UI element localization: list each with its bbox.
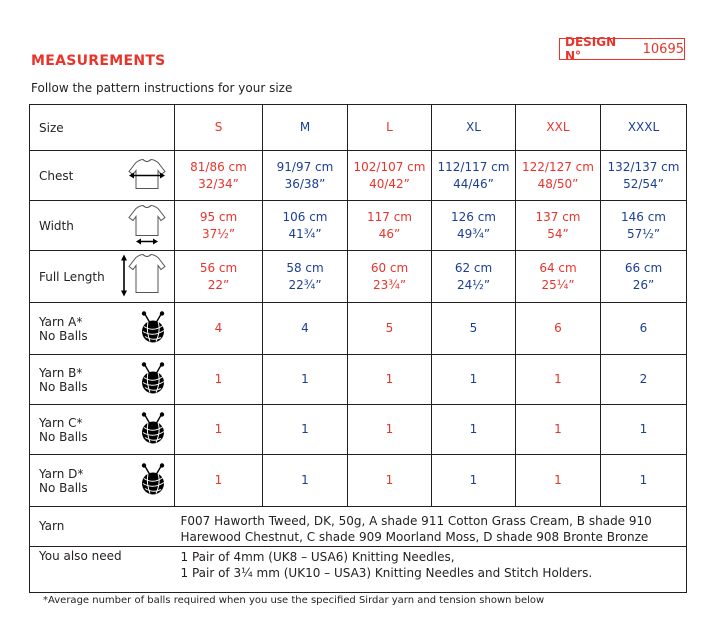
row-label-line-2: No Balls xyxy=(39,480,88,495)
yarn-ball-icon xyxy=(138,411,168,448)
size-header: XL xyxy=(432,105,516,151)
cell-value-imperial: 41¾” xyxy=(288,226,322,241)
size-cell xyxy=(601,303,687,355)
row-label-line-2: No Balls xyxy=(39,429,88,444)
size-cell xyxy=(263,151,348,201)
yarn-label: Yarn xyxy=(30,507,175,547)
size-header: S xyxy=(175,105,263,151)
cell-value-imperial: 46” xyxy=(378,226,401,241)
cell-value-imperial: 57½” xyxy=(626,226,661,241)
row-label-line-1: Yarn A* xyxy=(39,314,83,329)
cell-value: 66 cm xyxy=(624,260,663,275)
size-cell xyxy=(175,355,263,405)
cell-value: 112/117 cm xyxy=(437,159,510,174)
row-label-line-1: Width xyxy=(39,218,74,233)
row-label-line-1: Yarn C* xyxy=(39,415,83,430)
measurements-table xyxy=(29,104,687,593)
row-label xyxy=(30,405,175,455)
cell-value: 1 xyxy=(301,473,309,487)
cell-value: 1 xyxy=(554,372,562,386)
size-cell xyxy=(516,455,601,507)
yarn-ball-icon xyxy=(138,462,168,499)
size-row xyxy=(30,105,687,151)
size-cell xyxy=(432,303,516,355)
size-cell xyxy=(175,201,263,251)
cell-value: 60 cm xyxy=(370,260,409,275)
row-label xyxy=(30,455,175,507)
row-label-line-2: No Balls xyxy=(39,328,88,343)
cell-value: 1 xyxy=(469,372,478,386)
size-cell xyxy=(263,303,348,355)
cell-value-imperial: 22” xyxy=(207,277,230,292)
cell-value: 6 xyxy=(639,321,648,335)
size-label: Size xyxy=(30,105,175,151)
cell-value: 58 cm xyxy=(286,260,324,275)
cell-value: 1 xyxy=(639,473,648,487)
cell-value: 1 xyxy=(554,422,562,436)
cell-value: 4 xyxy=(214,321,223,335)
row-label-line-1: Yarn B* xyxy=(39,365,83,380)
cell-value: 1 xyxy=(301,372,309,386)
size-cell xyxy=(348,251,432,303)
cell-value: 126 cm xyxy=(450,209,496,224)
cell-value: 132/137 cm xyxy=(607,159,680,174)
cell-value-imperial: 32/34” xyxy=(198,176,239,191)
cell-value-imperial: 22¾” xyxy=(288,277,322,292)
cell-value: 5 xyxy=(469,321,478,335)
measurement-row xyxy=(30,201,687,251)
size-cell xyxy=(516,405,601,455)
size-cell xyxy=(601,251,687,303)
cell-value-imperial: 26” xyxy=(632,277,655,292)
needs-row xyxy=(30,547,687,593)
row-label-line-1: Chest xyxy=(39,168,74,183)
intro-text: Follow the pattern instructions for your size xyxy=(31,81,293,95)
cell-value-imperial: 23¾” xyxy=(372,277,407,292)
yarn-line-2: Harewood Chestnut, C shade 909 Moorland Moss, D shade 908 Bronte Bronze xyxy=(180,530,649,544)
design-label: DESIGN N° xyxy=(565,35,617,63)
size-cell xyxy=(263,201,348,251)
size-cell xyxy=(432,201,516,251)
size-cell xyxy=(432,251,516,303)
size-cell xyxy=(601,151,687,201)
cell-value: 1 xyxy=(554,473,562,487)
size-cell xyxy=(348,455,432,507)
cell-value: 91/97 cm xyxy=(276,159,334,174)
row-label-line-2: No Balls xyxy=(39,379,88,394)
size-cell xyxy=(432,355,516,405)
cell-value: 1 xyxy=(385,372,394,386)
cell-value: 102/107 cm xyxy=(353,159,426,174)
cell-value: 6 xyxy=(554,321,562,335)
row-label-line-1: Full Length xyxy=(39,269,105,284)
needs-line-2: 1 Pair of 3¼ mm (UK10 – USA3) Knitting Needles and Stitch Holders. xyxy=(180,566,593,580)
size-cell xyxy=(516,251,601,303)
cell-value-imperial: 24½” xyxy=(456,277,491,292)
size-cell xyxy=(175,151,263,201)
size-cell xyxy=(175,251,263,303)
size-cell xyxy=(432,151,516,201)
cell-value: 1 xyxy=(214,372,223,386)
cell-value: 146 cm xyxy=(620,209,666,224)
cell-value: 1 xyxy=(301,422,309,436)
measurement-row xyxy=(30,303,687,355)
size-cell xyxy=(263,455,348,507)
yarn-line-1: F007 Haworth Tweed, DK, 50g, A shade 911 Cotton Grass Cream, B shade 910 xyxy=(180,514,652,528)
cell-value: 137 cm xyxy=(535,209,581,224)
size-cell xyxy=(432,455,516,507)
chest-measurement-icon xyxy=(126,157,168,194)
yarn-description xyxy=(175,507,687,547)
cell-value: 4 xyxy=(301,321,309,335)
size-cell xyxy=(516,303,601,355)
measurement-row xyxy=(30,355,687,405)
yarn-ball-icon xyxy=(138,361,168,398)
measurement-row xyxy=(30,455,687,507)
cell-value-imperial: 40/42” xyxy=(369,176,410,191)
row-label xyxy=(30,303,175,355)
cell-value: 64 cm xyxy=(539,260,577,275)
cell-value: 95 cm xyxy=(199,209,238,224)
size-header: XXL xyxy=(516,105,601,151)
cell-value: 1 xyxy=(469,473,478,487)
cell-value-imperial: 44/46” xyxy=(453,176,494,191)
width-measurement-icon xyxy=(126,203,168,248)
cell-value-imperial: 37½” xyxy=(201,226,236,241)
cell-value: 1 xyxy=(469,422,478,436)
measurement-row xyxy=(30,151,687,201)
cell-value: 1 xyxy=(639,422,648,436)
size-cell xyxy=(516,201,601,251)
row-label-line-1: Yarn D* xyxy=(39,466,84,481)
row-label xyxy=(30,355,175,405)
size-cell xyxy=(601,355,687,405)
cell-value: 1 xyxy=(385,422,394,436)
cell-value: 62 cm xyxy=(454,260,493,275)
yarn-ball-icon xyxy=(138,310,168,347)
needs-line-1: 1 Pair of 4mm (UK8 – USA6) Knitting Needles, xyxy=(180,550,455,564)
size-header: L xyxy=(348,105,432,151)
needs-label: You also need xyxy=(30,547,175,593)
design-number: 10695 xyxy=(642,41,684,57)
size-cell xyxy=(175,405,263,455)
size-header: M xyxy=(263,105,348,151)
size-cell xyxy=(348,405,432,455)
cell-value-imperial: 36/38” xyxy=(284,176,326,191)
size-cell xyxy=(601,455,687,507)
row-label xyxy=(30,151,175,201)
design-number-box xyxy=(559,35,685,63)
size-header: XXXL xyxy=(601,105,687,151)
size-cell xyxy=(348,303,432,355)
size-cell xyxy=(348,151,432,201)
cell-value-imperial: 49¾” xyxy=(456,226,491,241)
footnote: *Average number of balls required when you use the specified Sirdar yarn and tension shown below xyxy=(43,595,545,606)
size-cell xyxy=(175,455,263,507)
measurement-row xyxy=(30,405,687,455)
yarn-row xyxy=(30,507,687,547)
cell-value-imperial: 48/50” xyxy=(537,176,579,191)
size-cell xyxy=(263,405,348,455)
size-cell xyxy=(601,201,687,251)
cell-value: 1 xyxy=(214,473,223,487)
cell-value: 106 cm xyxy=(282,209,328,224)
cell-value: 56 cm xyxy=(199,260,238,275)
cell-value: 117 cm xyxy=(366,209,412,224)
length-measurement-icon xyxy=(118,252,168,301)
size-cell xyxy=(175,303,263,355)
size-cell xyxy=(348,355,432,405)
cell-value: 5 xyxy=(385,321,394,335)
size-cell xyxy=(601,405,687,455)
cell-value-imperial: 25¼” xyxy=(541,277,575,292)
needs-description xyxy=(175,547,687,593)
size-cell xyxy=(348,201,432,251)
size-cell xyxy=(263,251,348,303)
cell-value: 81/86 cm xyxy=(190,159,247,174)
row-label xyxy=(30,201,175,251)
measurement-row xyxy=(30,251,687,303)
size-cell xyxy=(516,151,601,201)
size-cell xyxy=(432,405,516,455)
cell-value-imperial: 52/54” xyxy=(623,176,664,191)
cell-value: 122/127 cm xyxy=(522,159,594,174)
size-cell xyxy=(516,355,601,405)
cell-value: 2 xyxy=(639,372,648,386)
row-label xyxy=(30,251,175,303)
cell-value: 1 xyxy=(385,473,394,487)
size-cell xyxy=(263,355,348,405)
cell-value-imperial: 54” xyxy=(547,226,569,241)
page-title: MEASUREMENTS xyxy=(31,53,166,69)
cell-value: 1 xyxy=(214,422,223,436)
